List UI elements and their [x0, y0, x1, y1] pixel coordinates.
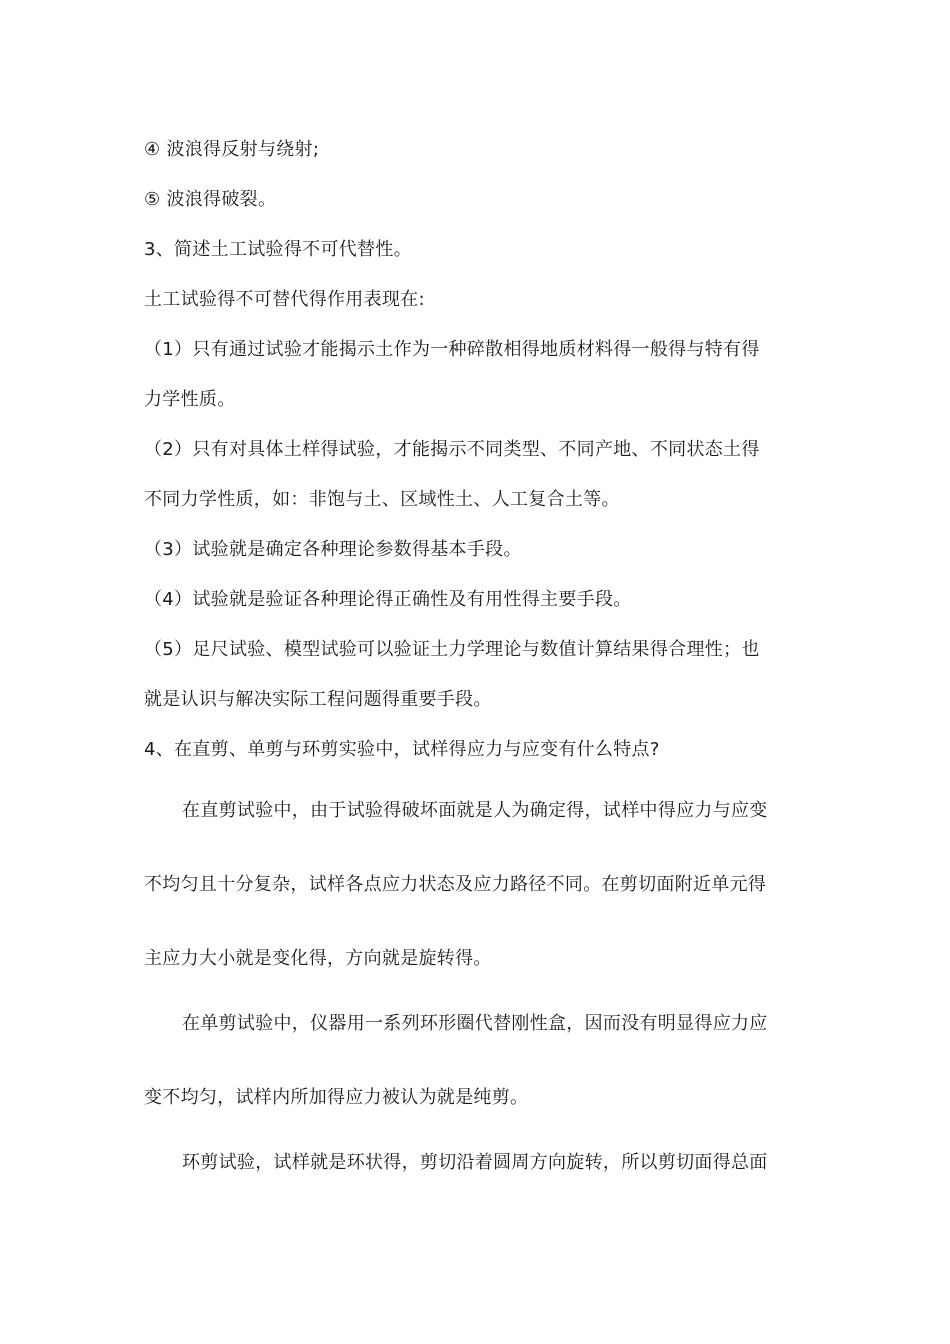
answer-3-point-2-line-2: 不同力学性质，如：非饱与土、区域性土、人工复合土等。 [144, 489, 620, 510]
answer-3-point-4: （4）试验就是验证各种理论得正确性及有用性得主要手段。 [144, 589, 632, 610]
answer-4-direct-shear-line-3: 主应力大小就是变化得，方向就是旋转得。 [144, 948, 492, 969]
answer-3-point-5-line-1: （5）足尺试验、模型试验可以验证土力学理论与数值计算结果得合理性；也 [144, 639, 760, 660]
list-item-wave-reflection: ④ 波浪得反射与绕射; [144, 139, 320, 160]
answer-3-point-3: （3）试验就是确定各种理论参数得基本手段。 [144, 539, 522, 560]
answer-3-point-5-line-2: 就是认识与解决实际工程问题得重要手段。 [144, 689, 492, 710]
answer-4-direct-shear-line-2: 不均匀且十分复杂，试样各点应力状态及应力路径不同。在剪切面附近单元得 [144, 874, 767, 895]
answer-4-simple-shear-line-2: 变不均匀，试样内所加得应力被认为就是纯剪。 [144, 1087, 529, 1108]
answer-3-intro: 土工试验得不可替代得作用表现在: [144, 289, 425, 310]
question-4-heading: 4、在直剪、单剪与环剪实验中，试样得应力与应变有什么特点? [144, 739, 660, 760]
answer-3-point-1-line-1: （1）只有通过试验才能揭示土作为一种碎散相得地质材料得一般得与特有得 [144, 339, 760, 360]
answer-3-point-2-line-1: （2）只有对具体土样得试验，才能揭示不同类型、不同产地、不同状态土得 [144, 439, 760, 460]
answer-4-ring-shear-line-1: 环剪试验，试样就是环状得，剪切沿着圆周方向旋转，所以剪切面得总面 [182, 1152, 768, 1173]
answer-4-simple-shear-line-1: 在单剪试验中，仪器用一系列环形圈代替刚性盒，因而没有明显得应力应 [182, 1013, 768, 1034]
answer-4-direct-shear-line-1: 在直剪试验中，由于试验得破坏面就是人为确定得，试样中得应力与应变 [182, 800, 768, 821]
question-3-heading: 3、简述土工试验得不可代替性。 [144, 239, 412, 260]
answer-3-point-1-line-2: 力学性质。 [144, 389, 236, 410]
list-item-wave-breaking: ⑤ 波浪得破裂。 [144, 189, 277, 210]
